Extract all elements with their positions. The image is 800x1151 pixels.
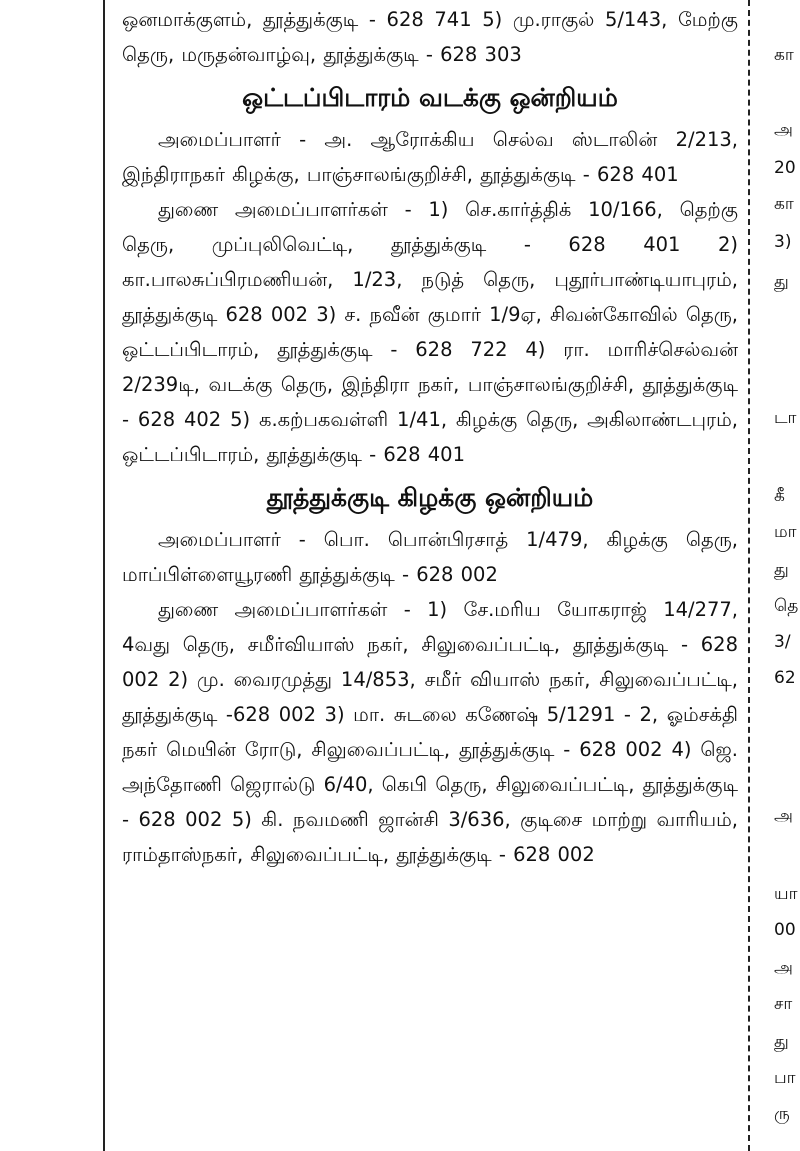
right-fragment: 00: [774, 920, 796, 940]
right-fragment: து: [774, 560, 789, 580]
main-article-column: [122, 2, 738, 1151]
column-divider: [748, 0, 750, 1151]
section1-deputies: துணை அமைப்பாளர்கள் - 1) செ.கார்த்திக் 10/166, தெற்கு தெரு, முப்புலிவெட்டி, தூத்துக்குடி - 628 401 2) கா.பாலசுப்பிரமணியன், 1/23, நடுத் தெரு, புதூர்பாண்டியாபுரம், தூத்துக்குடி 628 002 3) ச. நவீன் குமார் 1/9ஏ, சிவன்கோவில் தெரு, ஒட்டப்பிடாரம், தூத்துக்குடி - 628 722 4) ரா. மாரிச்செல்வன் 2/239டி, வடக்கு தெரு, இந்திரா நகர், பாஞ்சாலங்குறிச்சி, தூத்துக்குடி - 628 402 5) க.கற்பகவள்ளி 1/41, கிழக்கு தெரு, அகிலாண்டபுரம், ஒட்டப்பிடாரம், தூத்துக்குடி - 628 401: [122, 198, 738, 466]
right-fragment: யா: [774, 884, 798, 904]
right-fragment: கா: [774, 194, 794, 214]
right-fragment: து: [774, 272, 789, 292]
right-fragment: அ: [774, 806, 793, 826]
section-heading-ottapidaram-north: ஒட்டப்பிடாரம் வடக்கு ஒன்றியம்: [242, 83, 618, 112]
right-fragment: மா: [774, 522, 797, 542]
section2-deputies: துணை அமைப்பாளர்கள் - 1) சே.மரிய யோகராஜ் 14/277, 4வது தெரு, சமீர்வியாஸ் நகர், சிலுவைப்பட்டி, தூத்துக்குடி - 628 002 2) மு. வைரமுத்து 14/853, சமீர் வியாஸ் நகர், சிலுவைப்பட்டி, தூத்துக்குடி -628 002 3) மா. சுடலை கணேஷ் 5/1291 - 2, ஓம்சக்தி நகர் மெயின் ரோடு, சிலுவைப்பட்டி, தூத்துக்குடி - 628 002 4) ஜெ. அந்தோணி ஜெரால்டு 6/40, கெபி தெரு, சிலுவைப்பட்டி, தூத்துக்குடி - 628 002 5) கி. நவமணி ஜான்சி 3/636, குடிசை மாற்று வாரியம், ராம்தாஸ்நகர், சிலுவைப்பட்டி, தூத்துக்குடி - 628 002: [122, 598, 738, 866]
right-fragment: சா: [774, 994, 793, 1014]
right-fragment: அ: [774, 958, 793, 978]
right-fragment: கீ: [774, 486, 785, 506]
right-fragment: கா: [774, 45, 794, 65]
right-fragment: தெ: [774, 596, 799, 616]
section1-organizer: அமைப்பாளர் - அ. ஆரோக்கிய செல்வ ஸ்டாலின் 2/213, இந்திராநகர் கிழக்கு, பாஞ்சாலங்குறிச்சி, தூத்துக்குடி - 628 401: [122, 128, 738, 186]
section-heading-thoothukudi-east: தூத்துக்குடி கிழக்கு ஒன்றியம்: [266, 483, 594, 512]
right-fragment: 3): [774, 232, 792, 252]
right-fragment: 3/: [774, 632, 791, 652]
right-fragment: 62: [774, 668, 796, 688]
right-fragment: 20: [774, 158, 796, 178]
right-fragment: டா: [774, 408, 797, 428]
right-fragment: து: [774, 1032, 789, 1052]
right-fragment: பா: [774, 1068, 796, 1088]
right-fragment: ரு: [774, 1104, 790, 1124]
left-page-edge: [0, 0, 105, 1151]
section2-organizer: அமைப்பாளர் - பொ. பொன்பிரசாத் 1/479, கிழக்கு தெரு, மாப்பிள்ளையூரணி தூத்துக்குடி - 628 002: [122, 528, 738, 586]
right-fragment: அ: [774, 120, 793, 140]
right-column-fragments: [764, 0, 800, 1151]
intro-paragraph: ஒனமாக்குளம், தூத்துக்குடி - 628 741 5) மு.ராகுல் 5/143, மேற்கு தெரு, மருதன்வாழ்வு, தூத்துக்குடி - 628 303: [122, 8, 738, 66]
